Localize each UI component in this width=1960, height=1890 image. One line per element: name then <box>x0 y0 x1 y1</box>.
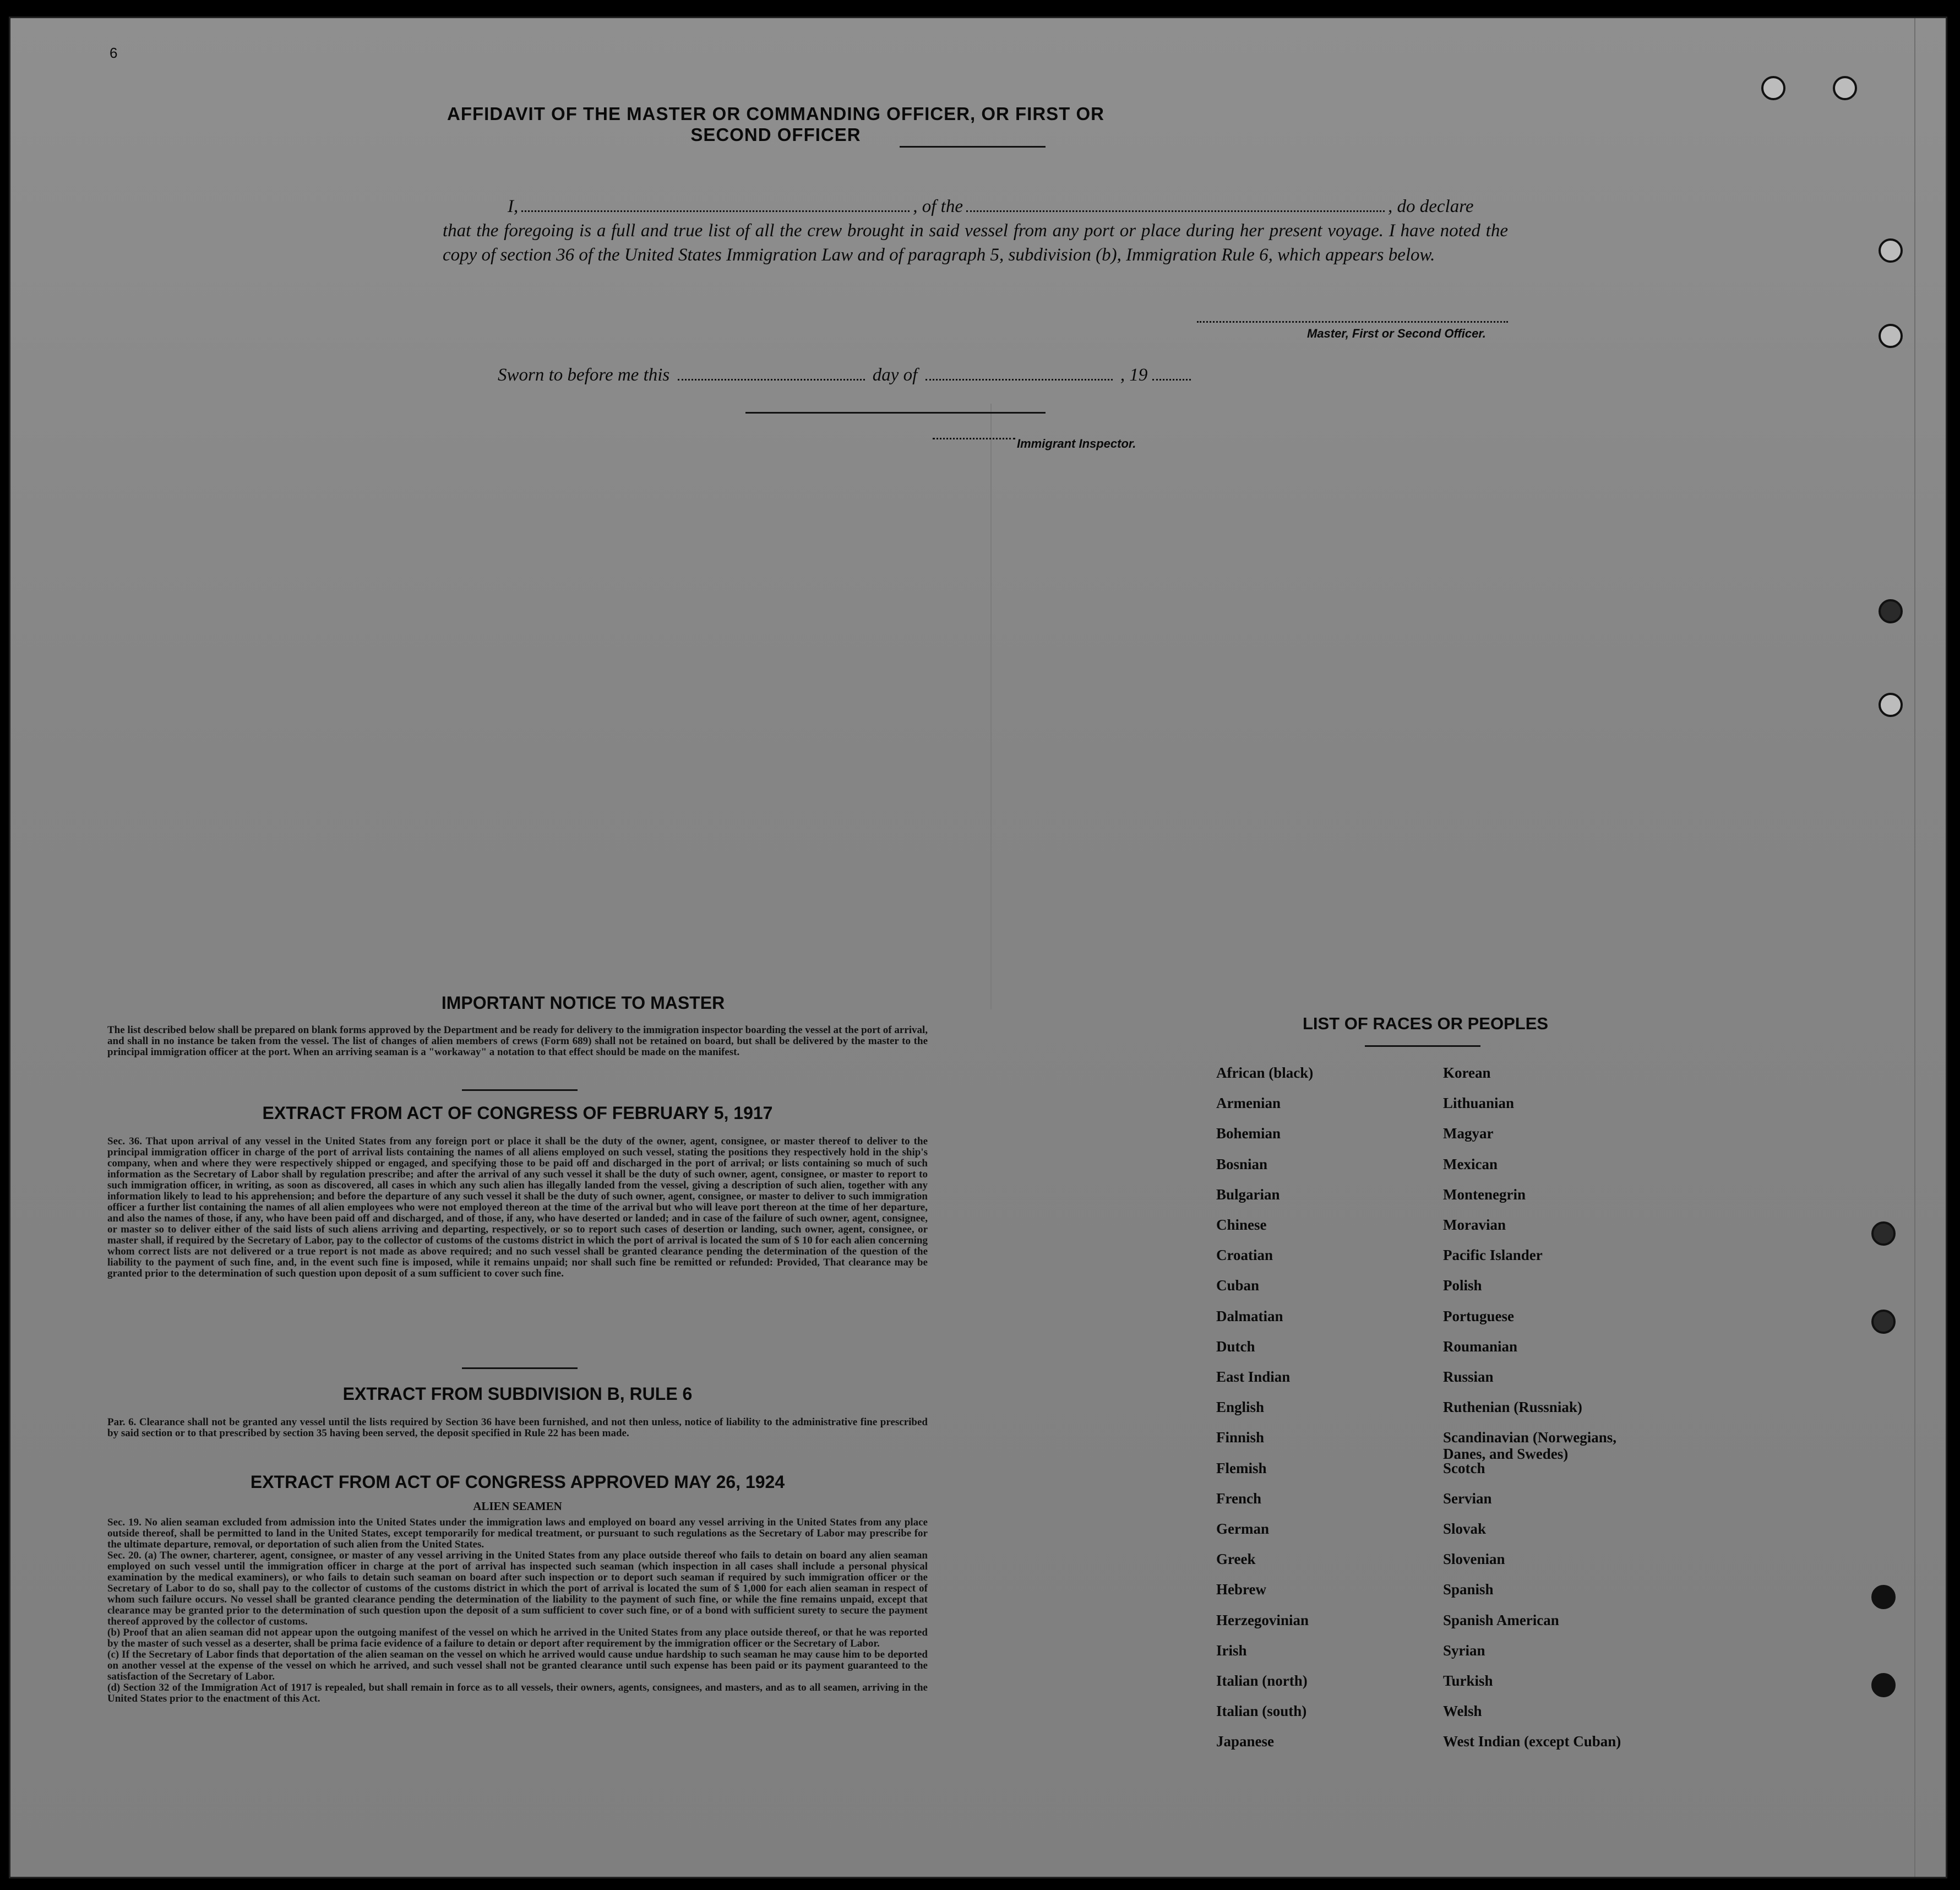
race-item: Croatian <box>1216 1247 1273 1264</box>
sworn-day-field[interactable] <box>678 367 865 381</box>
race-item: Spanish American <box>1443 1611 1559 1628</box>
race-item: Moravian <box>1443 1216 1506 1233</box>
race-item: Chinese <box>1216 1216 1267 1233</box>
binder-hole-icon <box>1871 1221 1896 1246</box>
race-item: Flemish <box>1216 1459 1267 1476</box>
binder-hole-icon <box>1879 599 1903 623</box>
binder-hole-icon <box>1879 693 1903 717</box>
binder-hole-icon <box>1879 238 1903 263</box>
race-item: Italian (north) <box>1216 1672 1308 1689</box>
master-signature-field[interactable] <box>1197 321 1508 323</box>
race-item: Welsh <box>1443 1703 1482 1720</box>
extract-1924-subtitle: ALIEN SEAMEN <box>473 1500 562 1513</box>
race-item: Montenegrin <box>1443 1186 1526 1203</box>
document-sheet <box>9 17 1947 1878</box>
race-item: Greek <box>1216 1551 1256 1568</box>
divider <box>900 146 1046 148</box>
race-item: East Indian <box>1216 1368 1291 1385</box>
race-item: Spanish <box>1443 1581 1494 1598</box>
notice-title: IMPORTANT NOTICE TO MASTER <box>441 993 725 1013</box>
binder-hole-icon <box>1871 1585 1896 1609</box>
extract-1924-paragraph: (d) Section 32 of the Immigration Act of 1917 is repealed, but shall remain in force as to all vessels, their owners, agents, consignees, and masters, and as to all seamen, arriving in the United States prior to the enactment of this Act. <box>107 1682 928 1704</box>
race-item: Dutch <box>1216 1338 1255 1355</box>
extract-1924-paragraph: (b) Proof that an alien seaman did not appear upon the outgoing manifest of the vessel on which he arrived in the United States from any place outside thereof, or that he was reported by the master of such vessel as a deserter, shall be prima facie evidence of a failure to detain or deport after requirement by the immigration officer or the Secretary of Labor. <box>107 1627 928 1649</box>
divider <box>1365 1045 1480 1047</box>
race-item: Lithuanian <box>1443 1095 1515 1112</box>
sworn-year-field[interactable] <box>1152 367 1191 381</box>
affidavit-title: AFFIDAVIT OF THE MASTER OR COMMANDING OFFICER, OR FIRST OR SECOND OFFICER <box>447 104 1104 145</box>
race-item: Magyar <box>1443 1125 1494 1142</box>
race-item: Dalmatian <box>1216 1307 1283 1324</box>
fold-line <box>1914 18 1915 1877</box>
extract-rule6-title: EXTRACT FROM SUBDIVISION B, RULE 6 <box>342 1384 693 1404</box>
race-item: Japanese <box>1216 1733 1275 1750</box>
race-item: West Indian (except Cuban) <box>1443 1733 1621 1750</box>
inspector-signature-field[interactable] <box>745 412 1046 414</box>
extract-1924-text <box>107 1517 928 1704</box>
race-item: Ruthenian (Russniak) <box>1443 1399 1582 1416</box>
race-item: Bohemian <box>1216 1125 1281 1142</box>
corner-mark: 6 <box>110 45 118 61</box>
divider <box>462 1089 578 1091</box>
sworn-month-field[interactable] <box>925 367 1113 381</box>
race-item: African (black) <box>1216 1065 1314 1081</box>
master-caption: Master, First or Second Officer. <box>1307 327 1486 340</box>
extract-1917-title: EXTRACT FROM ACT OF CONGRESS OF FEBRUARY 5, 1917 <box>262 1103 773 1123</box>
affidavit-of-the: , of the <box>913 197 963 216</box>
fold-line <box>990 404 992 1009</box>
extract-1924-paragraph: (c) If the Secretary of Labor finds that deportation of the alien seaman on the vessel on which he arrived would cause undue hardship to such seaman he may cause him to be deported on another vessel at the expense of the vessel on which he arrived, and such vessel shall not be granted clearance until such expense has been paid or its payment guaranteed to the satisfaction of the Secretary of Labor. <box>107 1649 928 1682</box>
race-item: Irish <box>1216 1642 1247 1659</box>
binder-hole-icon <box>1833 76 1857 100</box>
race-item: Servian <box>1443 1490 1492 1507</box>
notice-text: The list described below shall be prepared on blank forms approved by the Department and be ready for delivery to the immigration inspector boarding the vessel at the port of arrival, and shall in no instance be taken from the vessel. The list of changes of alien members of crews (Form 689) shall not be retained on board, but shall be delivered by the master to the principal immigration officer at the port. When an arriving seaman is a "workaway" a notation to that effect should be made on the manifest. <box>107 1024 928 1058</box>
race-item: Portuguese <box>1443 1307 1514 1324</box>
race-item: Armenian <box>1216 1095 1281 1112</box>
extract-1924-paragraph: Sec. 20. (a) The owner, charterer, agent, consignee, or master of any vessel arriving in the United States from any place outside thereof who fails to detain on board any alien seaman employed on such vessel until the immigration officer in charge at the port of arrival has inspected such seaman (which inspection in all cases shall include a personal physical examination by the medical examiners), or who fails to detain such seaman on board after such inspection or to deport such seaman if required by such immigration officer or the Secretary of Labor to do so, shall pay to the collector of customs of the customs district in which the port of arrival is located the sum of $ 1,000 for each alien seaman in respect of whom such failure occurs. No vessel shall be granted clearance pending the determination of the liability to the payment of such fine, or while the fine remains unpaid, except that clearance may be granted prior to the determination of such question upon the deposit of a sum sufficient to cover such fine, or of a bond with sufficient surety to secure the payment thereof approved by the collector of customs. <box>107 1550 928 1627</box>
race-item: Hebrew <box>1216 1581 1266 1598</box>
race-item: Korean <box>1443 1065 1491 1081</box>
race-item: Syrian <box>1443 1642 1485 1659</box>
race-item: Scandinavian (Norwegians, <box>1443 1429 1617 1446</box>
vessel-field[interactable] <box>966 197 1385 212</box>
race-item: Russian <box>1443 1368 1494 1385</box>
race-item: French <box>1216 1490 1261 1507</box>
extract-1924-paragraph: Sec. 19. No alien seaman excluded from admission into the United States under the immigration laws and employed on board any vessel arriving in the United States from any place outside thereof, shall be permitted to land in the United States, except temporarily for medical treatment, or pursuant to such regulations as the Secretary of Labor may prescribe for the ultimate departure, removal, or deportation of such alien from the United States. <box>107 1517 928 1550</box>
race-item: Cuban <box>1216 1277 1260 1294</box>
race-item: Scotch <box>1443 1459 1485 1476</box>
race-item: English <box>1216 1399 1265 1416</box>
race-item: Pacific Islander <box>1443 1247 1543 1264</box>
race-item: German <box>1216 1520 1269 1537</box>
extract-rule6-text: Par. 6. Clearance shall not be granted any vessel until the lists required by Section 36 have been furnished, and not then unless, notice of liability to the administrative fine prescribed by said section or to that prescribed by section 35 having been served, the deposit specified in Rule 22 has been made. <box>107 1416 928 1439</box>
race-item: Bulgarian <box>1216 1186 1280 1203</box>
inspector-dots <box>933 438 1015 439</box>
divider <box>462 1367 578 1369</box>
races-title: LIST OF RACES OR PEOPLES <box>1302 1014 1549 1033</box>
affidavit-do-declare: , do declare <box>1387 197 1474 216</box>
race-item: Herzegovinian <box>1216 1611 1309 1628</box>
race-item: Danes, and Swedes) <box>1443 1446 1569 1463</box>
affidavit-declaration <box>443 194 1508 267</box>
inspector-caption: Immigrant Inspector. <box>1017 437 1136 450</box>
name-field[interactable] <box>521 197 910 212</box>
sworn-day-of: day of <box>872 365 918 385</box>
race-item: Italian (south) <box>1216 1703 1307 1720</box>
sworn-19: , 19 <box>1120 365 1148 385</box>
sworn-line <box>498 365 1191 385</box>
race-item: Roumanian <box>1443 1338 1518 1355</box>
binder-hole-icon <box>1871 1310 1896 1334</box>
affidavit-i: I, <box>508 197 519 216</box>
race-item: Mexican <box>1443 1155 1498 1172</box>
race-item: Turkish <box>1443 1672 1493 1689</box>
binder-hole-icon <box>1879 324 1903 348</box>
race-item: Slovenian <box>1443 1551 1505 1568</box>
affidavit-body: that the foregoing is a full and true list of all the crew brought in said vessel from any port or place during her present voyage. I have noted the copy of section 36 of the United States Immigration Law and of paragraph 5, subdivision (b), Immigration Rule 6, which appears below. <box>443 221 1508 265</box>
race-item: Finnish <box>1216 1429 1265 1446</box>
sworn-prefix: Sworn to before me this <box>498 365 670 385</box>
race-item: Bosnian <box>1216 1155 1268 1172</box>
race-item: Slovak <box>1443 1520 1487 1537</box>
extract-1917-text: Sec. 36. That upon arrival of any vessel in the United States from any foreign port or place it shall be the duty of the owner, agent, consignee, or master thereof to deliver to the principal immigration officer in charge of the port of arrival lists containing the names of all aliens employed on such vessel, stating the positions they respectively hold in the ship's company, when and where they were respectively shipped or engaged, and specifying those to be paid off and discharged in the port of arrival; or lists containing so much of such information as the Secretary of Labor shall by regulation prescribe; and after the arrival of any such vessel it shall be the duty of such owner, agent, consignee, or master to report to such immigration officer, in writing, as soon as discovered, all cases in which any such alien has illegally landed from the vessel, giving a description of such alien, together with any information likely to lead to his apprehension; and before the departure of any such vessel it shall be the duty of such owner, agent, consignee, or master to deliver to such immigration officer a further list containing the names of all alien employees who were not employed thereon at the time of the arrival but who will leave port thereon at the time of her departure, and also the names of those, if any, who have been paid off and discharged, and of those, if any, who have deserted or landed; and in case of the failure of such owner, agent, consignee, or master so to deliver either of the said lists of such aliens arriving and departing, respectively, or so to report such cases of desertion or landing, such owner, agent, consignee, or master shall, if required by the Secretary of Labor, pay to the collector of customs of the customs district in which the port of arrival is located the sum of $ 10 for each alien concerning whom correct lists are not delivered or a true report is not made as above required; and no such vessel shall be granted clearance pending the determination of the question of the liability to the payment of such fine, and, in the event such fine is imposed, while it remains unpaid; nor shall such fine be remitted or refunded: Provided, That clearance may be granted prior to the determination of such question upon deposit of a sum sufficient to cover such fine. <box>107 1136 928 1279</box>
binder-hole-icon <box>1761 76 1785 100</box>
race-item: Polish <box>1443 1277 1482 1294</box>
extract-1924-title: EXTRACT FROM ACT OF CONGRESS APPROVED MAY 26, 1924 <box>250 1472 785 1492</box>
binder-hole-icon <box>1871 1673 1896 1697</box>
